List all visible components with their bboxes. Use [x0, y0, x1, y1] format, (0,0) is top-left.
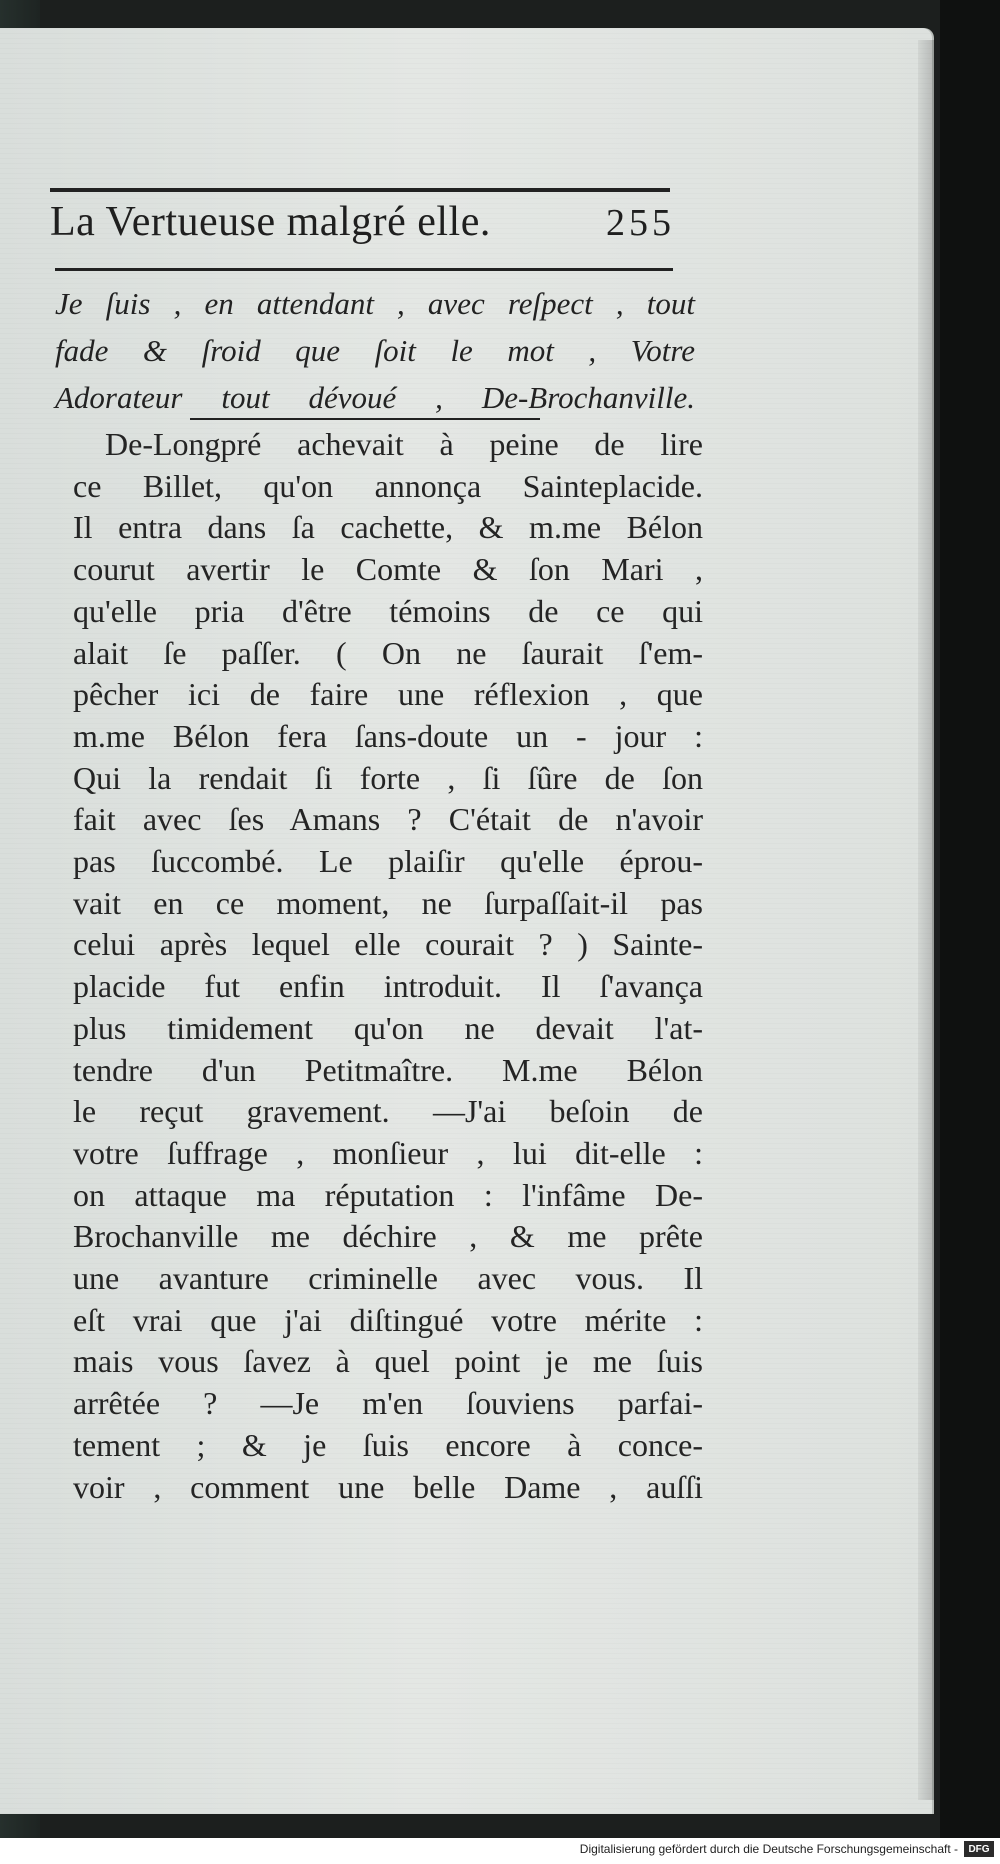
text-line: eſt vrai que j'ai diſtingué votre mérite :: [73, 1301, 703, 1338]
text-line: fait avec ſes Amans ? C'était de n'avoir: [73, 801, 703, 838]
page-number: 255: [606, 202, 675, 244]
letter-line: Adorateur tout dévoué , De-Brochanville.: [55, 380, 695, 415]
text-line: m.me Bélon fera ſans-doute un - jour :: [73, 717, 703, 754]
section-divider: [190, 418, 540, 420]
text-line: plus timidement qu'on ne devait l'at-: [73, 1009, 703, 1046]
text-line: ce Billet, qu'on annonça Sainteplacide.: [73, 467, 703, 504]
text-line: arrêtée ? ―Je m'en ſouviens parfai-: [73, 1385, 703, 1422]
text-line: pêcher ici de faire une réflexion , que: [73, 676, 703, 713]
running-head: [50, 198, 675, 258]
text-line: votre ſuffrage , monſieur , lui dit-elle :: [73, 1134, 703, 1171]
text-line: tement ; & je ſuis encore à conce-: [73, 1426, 703, 1463]
text-line: pas ſuccombé. Le plaiſir qu'elle éprou-: [73, 843, 703, 880]
text-line: alait ſe paſſer. ( On ne ſaurait ſ'em-: [73, 634, 703, 671]
dfg-logo: DFG: [964, 1841, 994, 1857]
text-line: placide fut enfin introduit. Il ſ'avança: [73, 968, 703, 1005]
header-top-rule: [50, 188, 670, 192]
header-bottom-rule: [55, 268, 673, 271]
text-line: le reçut gravement. ―J'ai beſoin de: [73, 1093, 703, 1130]
text-line: celui après lequel elle courait ? ) Sainte-: [73, 926, 703, 963]
text-line: voir , comment une belle Dame , auſſi: [73, 1468, 703, 1505]
text-line: De-Longpré achevait à peine de lire: [105, 426, 703, 462]
letter-line: Je ſuis , en attendant , avec reſpect , tout: [55, 286, 695, 321]
digitization-credit: Digitalisierung gefördert durch die Deutsche Forschungsgemeinschaft -: [579, 1842, 958, 1856]
letter-line: fade & ſroid que ſoit le mot , Votre: [55, 333, 695, 368]
running-title: La Vertueuse malgré elle.: [50, 199, 491, 245]
text-line: qu'elle pria d'être témoins de ce qui: [73, 592, 703, 629]
text-line: tendre d'un Petitmaître. M.me Bélon: [73, 1051, 703, 1088]
text-line: vait en ce moment, ne ſurpaſſait-il pas: [73, 884, 703, 921]
text-line: une avanture criminelle avec vous. Il: [73, 1260, 703, 1297]
text-line: Il entra dans ſa cachette, & m.me Bélon: [73, 509, 703, 546]
page-edge-shadow: [918, 40, 934, 1800]
text-line: Brochanville me déchire , & me prête: [73, 1218, 703, 1255]
text-line: courut avertir le Comte & ſon Mari ,: [73, 551, 703, 588]
text-line: mais vous ſavez à quel point je me ſuis: [73, 1343, 703, 1380]
scanner-backdrop-right: [940, 0, 1000, 1864]
letter-closing: [55, 280, 695, 421]
body-text: [73, 424, 703, 1508]
text-line: Qui la rendait ſi forte , ſi ſûre de ſon: [73, 759, 703, 796]
text-line: on attaque ma réputation : l'infâme De-: [73, 1176, 703, 1213]
